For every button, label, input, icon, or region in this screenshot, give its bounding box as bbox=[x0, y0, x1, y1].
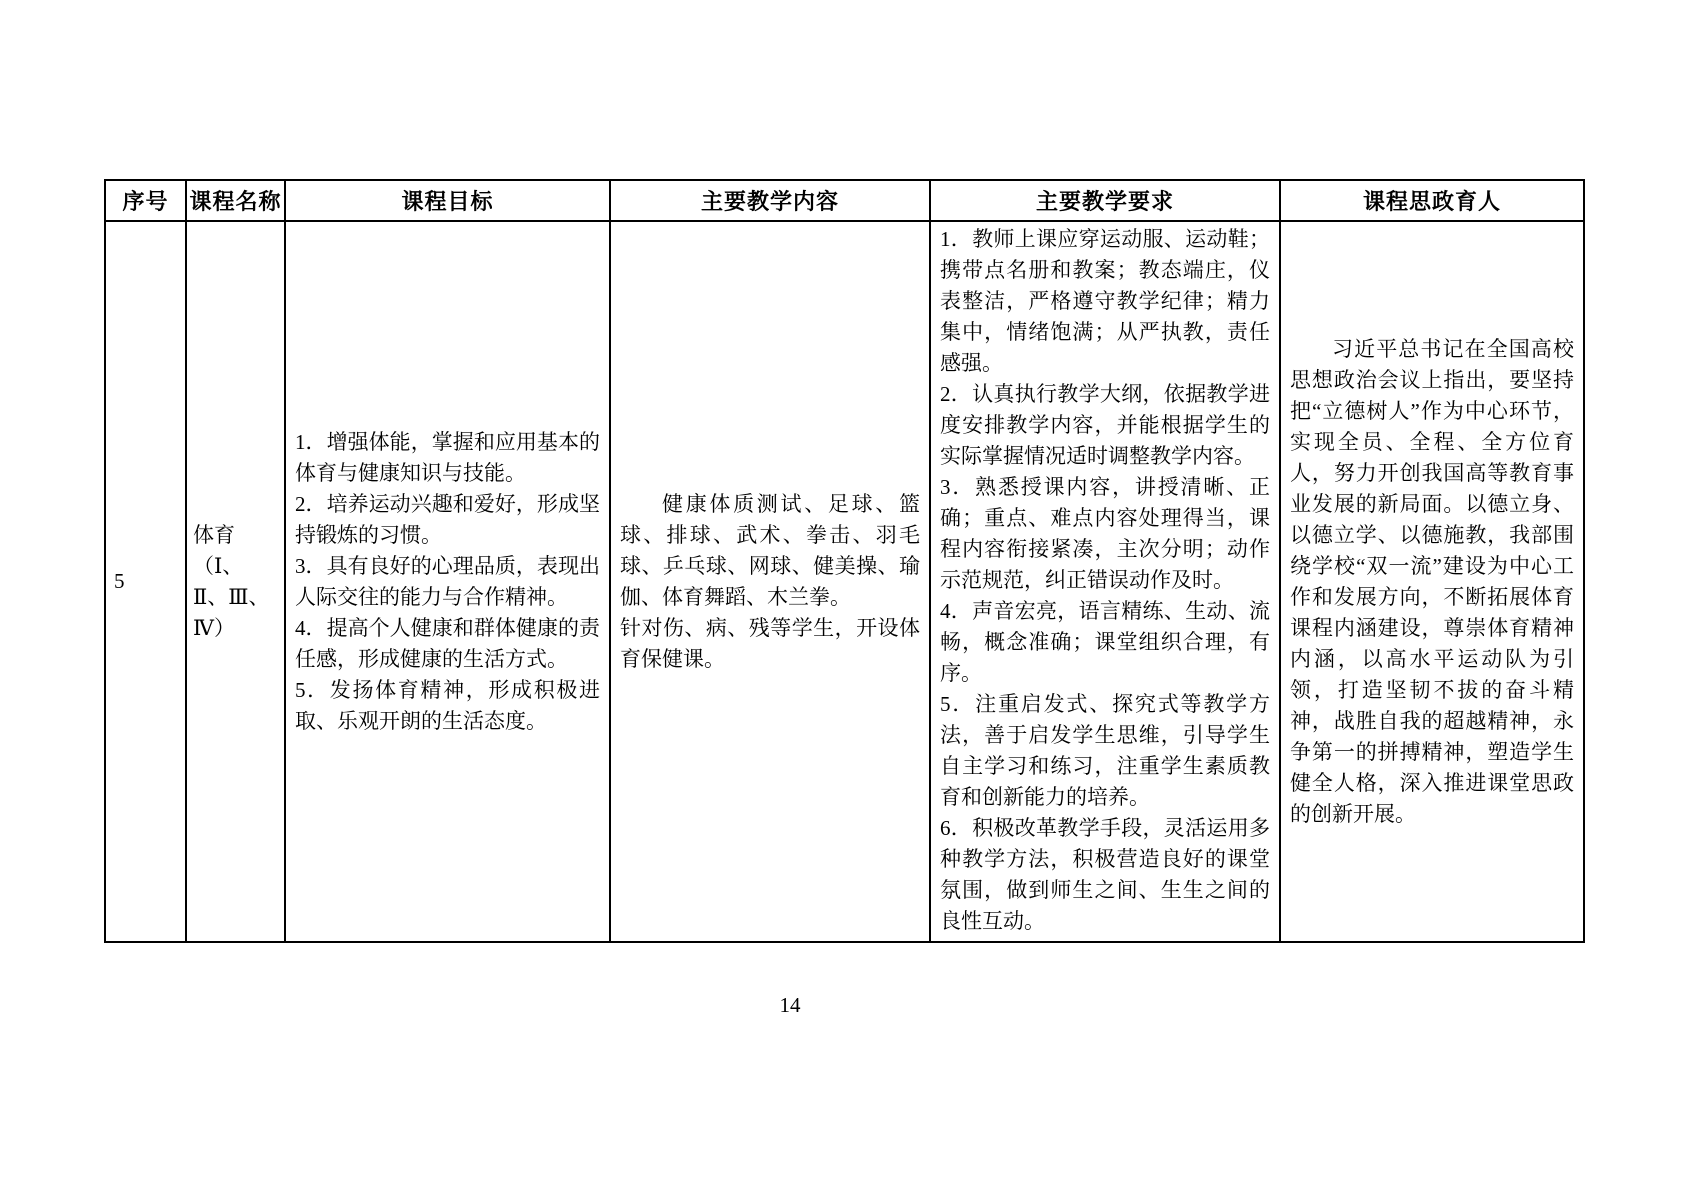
course-table bbox=[104, 179, 1585, 943]
objective-paragraph: 5．发扬体育精神，形成积极进取、乐观开朗的生活态度。 bbox=[295, 677, 600, 733]
requirement-paragraph: 1．教师上课应穿运动服、运动鞋；携带点名册和教案；教态端庄，仪表整洁，严格遵守教学纪律；精力集中，情绪饱满；从严执教，责任感强。 bbox=[940, 227, 1270, 375]
content-paragraph: 针对伤、病、残等学生，开设体育保健课。 bbox=[620, 615, 920, 671]
table-header-row bbox=[105, 180, 1584, 221]
ideology-paragraph: 习近平总书记在全国高校思想政治会议上指出，要坚持把“立德树人”作为中心环节，实现全员、全程、全方位育人，努力开创我国高等教育事业发展的新局面。以德立身、以德立学、以德施教，我部围绕学校“双一流”建设为中心工作和发展方向，不断拓展体育课程内涵建设，尊崇体育精神内涵，以高水平运动队为引领，打造坚韧不拔的奋斗精神，战胜自我的超越精神，永争第一的拼搏精神，塑造学生健全人格，深入推进课堂思政的创新开展。 bbox=[1290, 336, 1574, 826]
requirement-paragraph: 6．积极改革教学手段，灵活运用多种教学方法，积极营造良好的课堂氛围，做到师生之间、生生之间的良性互动。 bbox=[940, 816, 1270, 933]
requirement-paragraph: 2．认真执行教学大纲，依据教学进度安排教学内容，并能根据学生的实际掌握情况适时调整教学内容。 bbox=[940, 382, 1270, 468]
objective-paragraph: 2．培养运动兴趣和爱好，形成坚持锻炼的习惯。 bbox=[295, 491, 600, 547]
cell-course-objectives bbox=[285, 221, 610, 942]
requirement-paragraph: 4．声音宏亮，语言精练、生动、流畅，概念准确；课堂组织合理，有序。 bbox=[940, 599, 1270, 685]
header-course-name: 课程名称 bbox=[186, 180, 285, 221]
objective-paragraph: 4．提高个人健康和群体健康的责任感，形成健康的生活方式。 bbox=[295, 615, 600, 671]
cell-teaching-requirements bbox=[930, 221, 1280, 942]
table-row bbox=[105, 221, 1584, 942]
header-course-ideology: 课程思政育人 bbox=[1280, 180, 1584, 221]
header-teaching-requirements: 主要教学要求 bbox=[930, 180, 1280, 221]
seq-number-text: 5 bbox=[114, 569, 125, 593]
requirement-paragraph: 5．注重启发式、探究式等教学方法，善于启发学生思维，引导学生自主学习和练习，注重学生素质教育和创新能力的培养。 bbox=[940, 692, 1270, 809]
cell-seq-number bbox=[105, 221, 186, 942]
objective-paragraph: 3．具有良好的心理品质，表现出人际交往的能力与合作精神。 bbox=[295, 553, 600, 609]
header-course-objectives: 课程目标 bbox=[285, 180, 610, 221]
cell-teaching-content bbox=[610, 221, 930, 942]
page-number: 14 bbox=[779, 993, 801, 1017]
requirement-paragraph: 3．熟悉授课内容，讲授清晰、正确；重点、难点内容处理得当，课程内容衔接紧凑，主次分明；动作示范规范，纠正错误动作及时。 bbox=[940, 475, 1270, 592]
cell-course-ideology bbox=[1280, 221, 1584, 942]
course-name-text: 体育（Ⅰ、Ⅱ、Ⅲ、Ⅳ） bbox=[193, 522, 270, 640]
header-seq-number: 序号 bbox=[105, 180, 186, 221]
header-teaching-content: 主要教学内容 bbox=[610, 180, 930, 221]
cell-course-name bbox=[186, 221, 285, 942]
content-paragraph: 健康体质测试、足球、篮球、排球、武术、拳击、羽毛球、乒乓球、网球、健美操、瑜伽、体育舞蹈、木兰拳。 bbox=[620, 491, 920, 609]
objective-paragraph: 1．增强体能，掌握和应用基本的体育与健康知识与技能。 bbox=[295, 429, 600, 485]
